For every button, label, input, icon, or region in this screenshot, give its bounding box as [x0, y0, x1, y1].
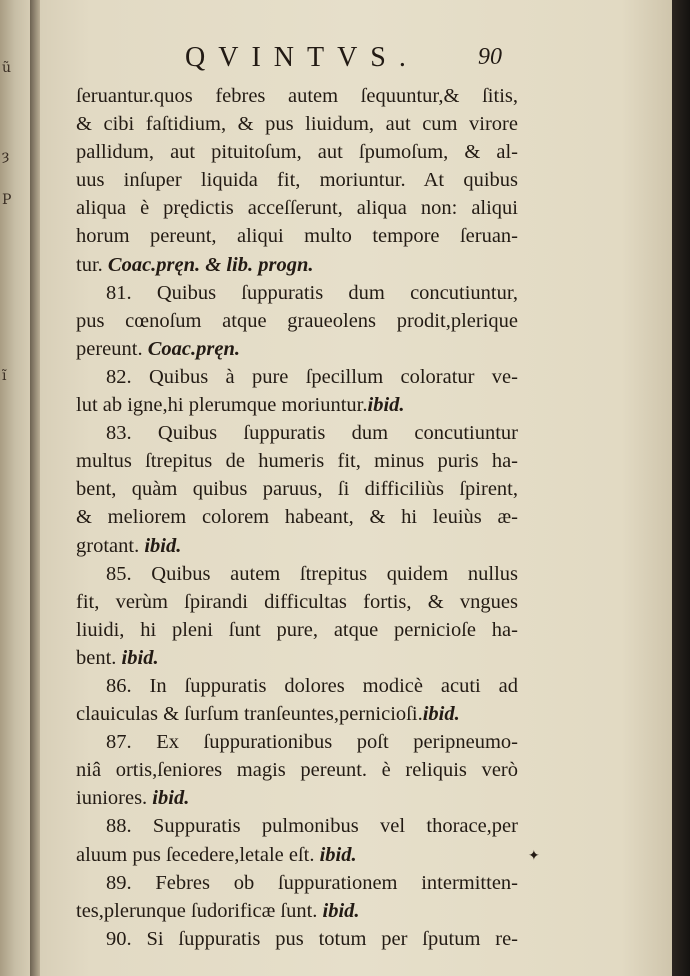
citation-reference: ibid. [121, 646, 159, 669]
line-text: 85. Quibus autem ſtrepitus quidem nullus [106, 562, 518, 585]
text-line [76, 728, 518, 756]
line-text: fit, verùm ſpirandi difficultas fortis, & vngues [76, 590, 518, 613]
facing-page-edge [0, 0, 30, 976]
text-line [76, 841, 518, 869]
facing-page-glyph [2, 676, 28, 720]
text-line [76, 925, 518, 953]
citation-reference: Coac.pręn. & lib. progn. [107, 253, 314, 276]
book-page [40, 0, 672, 976]
facing-page-glyph [2, 720, 28, 764]
text-line [76, 335, 518, 363]
line-text: aluum pus ſecedere,letale eſt. [76, 843, 320, 866]
text-line [76, 812, 518, 840]
text-line [76, 222, 518, 250]
line-text: uus inſuper liquida fit, moriuntur. At quibus [76, 169, 518, 192]
text-line [76, 897, 518, 925]
facing-page-glyph [2, 280, 28, 324]
text-line [76, 616, 518, 644]
running-head-title: QVINTVS. [185, 42, 419, 73]
line-text: 90. Si ſuppuratis pus totum per ſputum re- [106, 927, 518, 950]
text-line [76, 363, 518, 391]
citation-reference: ibid. [152, 787, 190, 810]
text-line [76, 419, 518, 447]
citation-reference: ibid. [422, 703, 460, 726]
line-text: tur. [76, 253, 108, 276]
line-text: clauiculas & ſurſum tranſeuntes,pernicioſi. [76, 703, 423, 726]
text-line [76, 588, 518, 616]
facing-page-glyph: ȝ [2, 148, 10, 164]
line-text: multus ſtrepitus de humeris fit, minus puris ha- [76, 450, 518, 473]
line-text: pus cœnoſum atque graueolens prodit,plerique [76, 309, 518, 332]
line-text: aliqua è prędictis acceſſerunt, aliqua non: aliqui [76, 197, 518, 220]
facing-page-glyph: ĩ [2, 368, 7, 384]
text-line [76, 307, 518, 335]
text-line [76, 251, 518, 279]
text-line [76, 110, 518, 138]
facing-page-glyph [2, 456, 28, 500]
text-line [76, 869, 518, 897]
citation-reference: ibid. [319, 843, 357, 866]
citation-reference: ibid. [144, 534, 182, 557]
citation-reference: ibid. [322, 899, 360, 922]
facing-page-glyph [2, 104, 28, 148]
facing-page-glyph [2, 588, 28, 632]
text-line [76, 166, 518, 194]
text-line [76, 82, 518, 110]
line-text: bent, quàm quibus paruus, ſi difficiliùs ſpirent, [76, 478, 518, 501]
text-line [76, 475, 518, 503]
text-line [76, 784, 518, 812]
line-text: 86. In ſuppuratis dolores modicè acuti ad [106, 674, 518, 697]
folio-number: 90 [478, 44, 502, 70]
line-text: 81. Quibus ſuppuratis dum concutiuntur, [106, 281, 518, 304]
text-line [76, 532, 518, 560]
text-line [76, 503, 518, 531]
facing-page-glyph [2, 500, 28, 544]
line-text: lut ab igne,hi plerumque moriuntur. [76, 394, 368, 417]
text-line [76, 391, 518, 419]
facing-page-glyph: ũ [2, 60, 12, 76]
text-line [76, 756, 518, 784]
text-line [76, 138, 518, 166]
line-text: pereunt. [76, 337, 148, 360]
text-line [76, 672, 518, 700]
line-text: 83. Quibus ſuppuratis dum concutiuntur [106, 422, 518, 445]
facing-page-glyph [2, 324, 28, 368]
line-text: 82. Quibus à pure ſpecillum coloratur ve- [106, 365, 518, 388]
line-text: grotant. [76, 534, 145, 557]
marginal-star-icon: ✦ [528, 848, 540, 864]
binding-gutter [30, 0, 40, 976]
line-text: horum pereunt, aliqui multo tempore ſeruan- [76, 225, 518, 248]
citation-reference: Coac.pręn. [147, 337, 240, 360]
line-text: liuidi, hi pleni ſunt pure, atque pernicioſe ha- [76, 618, 518, 641]
facing-page-glyph [2, 632, 28, 676]
facing-page-glyph [2, 412, 28, 456]
text-line [76, 700, 518, 728]
line-text: niâ ortis,ſeniores magis pereunt. è reliquis verò [76, 759, 518, 782]
text-line [76, 194, 518, 222]
line-text: & cibi faſtidium, & pus liuidum, aut cum virore [76, 113, 518, 136]
page-right-edge [672, 0, 690, 976]
line-text: ſeruantur.quos febres autem ſequuntur,& ſitis, [76, 85, 518, 107]
facing-page-glyph [2, 764, 28, 808]
facing-page-glyph [2, 236, 28, 280]
text-line [76, 560, 518, 588]
facing-page-glyph [2, 544, 28, 588]
facing-page-glyph: P [2, 192, 12, 208]
line-text: pallidum, aut pituitoſum, aut ſpumoſum, & al- [76, 141, 518, 164]
text-block [76, 82, 518, 953]
line-text: tes,plerunque ſudorificæ ſunt. [76, 899, 323, 922]
line-text: 89. Febres ob ſuppurationem intermitten- [106, 871, 518, 894]
line-text: 87. Ex ſuppurationibus poſt peripneumo- [106, 731, 518, 754]
facing-page-fragments [2, 60, 28, 808]
citation-reference: ibid. [367, 394, 405, 417]
text-line [76, 279, 518, 307]
text-line [76, 644, 518, 672]
text-line [76, 447, 518, 475]
running-head [40, 42, 672, 78]
line-text: iuniores. [76, 787, 153, 810]
line-text: & meliorem colorem habeant, & hi leuiùs æ- [76, 506, 518, 529]
line-text: bent. [76, 646, 122, 669]
line-text: 88. Suppuratis pulmonibus vel thorace,per [106, 815, 518, 838]
